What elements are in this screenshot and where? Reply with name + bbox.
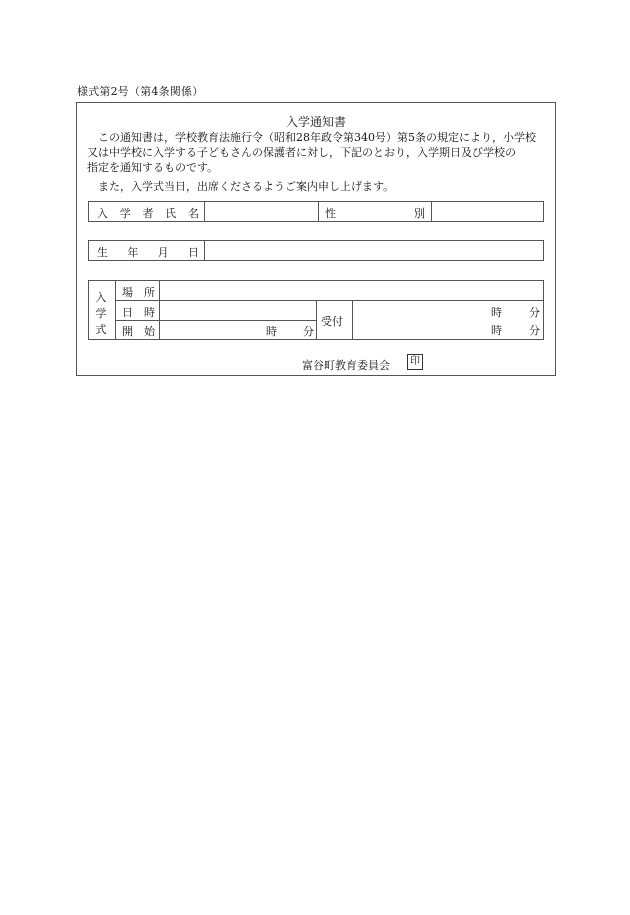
issuer-name: 富谷町教育委員会 — [302, 359, 390, 372]
date-of-birth-field[interactable] — [205, 241, 543, 260]
student-name-sex-table — [88, 201, 544, 222]
start-minute-unit: 分 — [303, 325, 314, 338]
body-text-line-1: この通知書は，学校教育法施行令（昭和28年政令第340号）第5条の規定により，小学校 — [87, 131, 536, 144]
place-field[interactable] — [160, 281, 543, 300]
reception-label: 受付 — [321, 315, 343, 328]
sex-label: 性 別 — [325, 207, 425, 220]
datetime-field[interactable] — [160, 301, 316, 320]
body-text-line-2: 又は中学校に入学する子どもさんの保護者に対し，下記のとおり，入学期日及び学校の — [87, 146, 516, 159]
start-label: 開 始 — [122, 325, 155, 338]
reception-hour-unit: 時 — [491, 306, 502, 319]
reception-minute-unit: 分 — [529, 306, 540, 319]
sex-field[interactable] — [432, 202, 543, 221]
document-title: 入学通知書 — [285, 115, 346, 129]
reception-time-field[interactable] — [353, 301, 543, 339]
form-number: 様式第2号（第4条関係） — [77, 85, 204, 98]
body-text-line-3: 指定を通知するものです。 — [87, 161, 219, 174]
place-label: 場 所 — [122, 286, 155, 299]
notice-frame — [76, 102, 556, 376]
reception-hour-unit-2: 時 — [491, 324, 502, 337]
date-of-birth-label: 生 年 月 日 — [97, 246, 199, 259]
datetime-label: 日 時 — [122, 306, 155, 319]
entrance-ceremony-table — [88, 280, 544, 340]
date-of-birth-table — [88, 240, 544, 261]
entrance-ceremony-label: 入 学 式 — [95, 291, 107, 336]
official-seal: 印 — [407, 354, 423, 370]
start-time-field[interactable] — [160, 321, 316, 339]
student-name-field[interactable] — [205, 202, 318, 221]
student-name-label: 入 学 者 氏 名 — [97, 207, 199, 220]
start-hour-unit: 時 — [266, 325, 277, 338]
body-text-line-4: また，入学式当日，出席くださるようご案内申し上げます。 — [87, 180, 395, 193]
reception-minute-unit-2: 分 — [529, 324, 540, 337]
